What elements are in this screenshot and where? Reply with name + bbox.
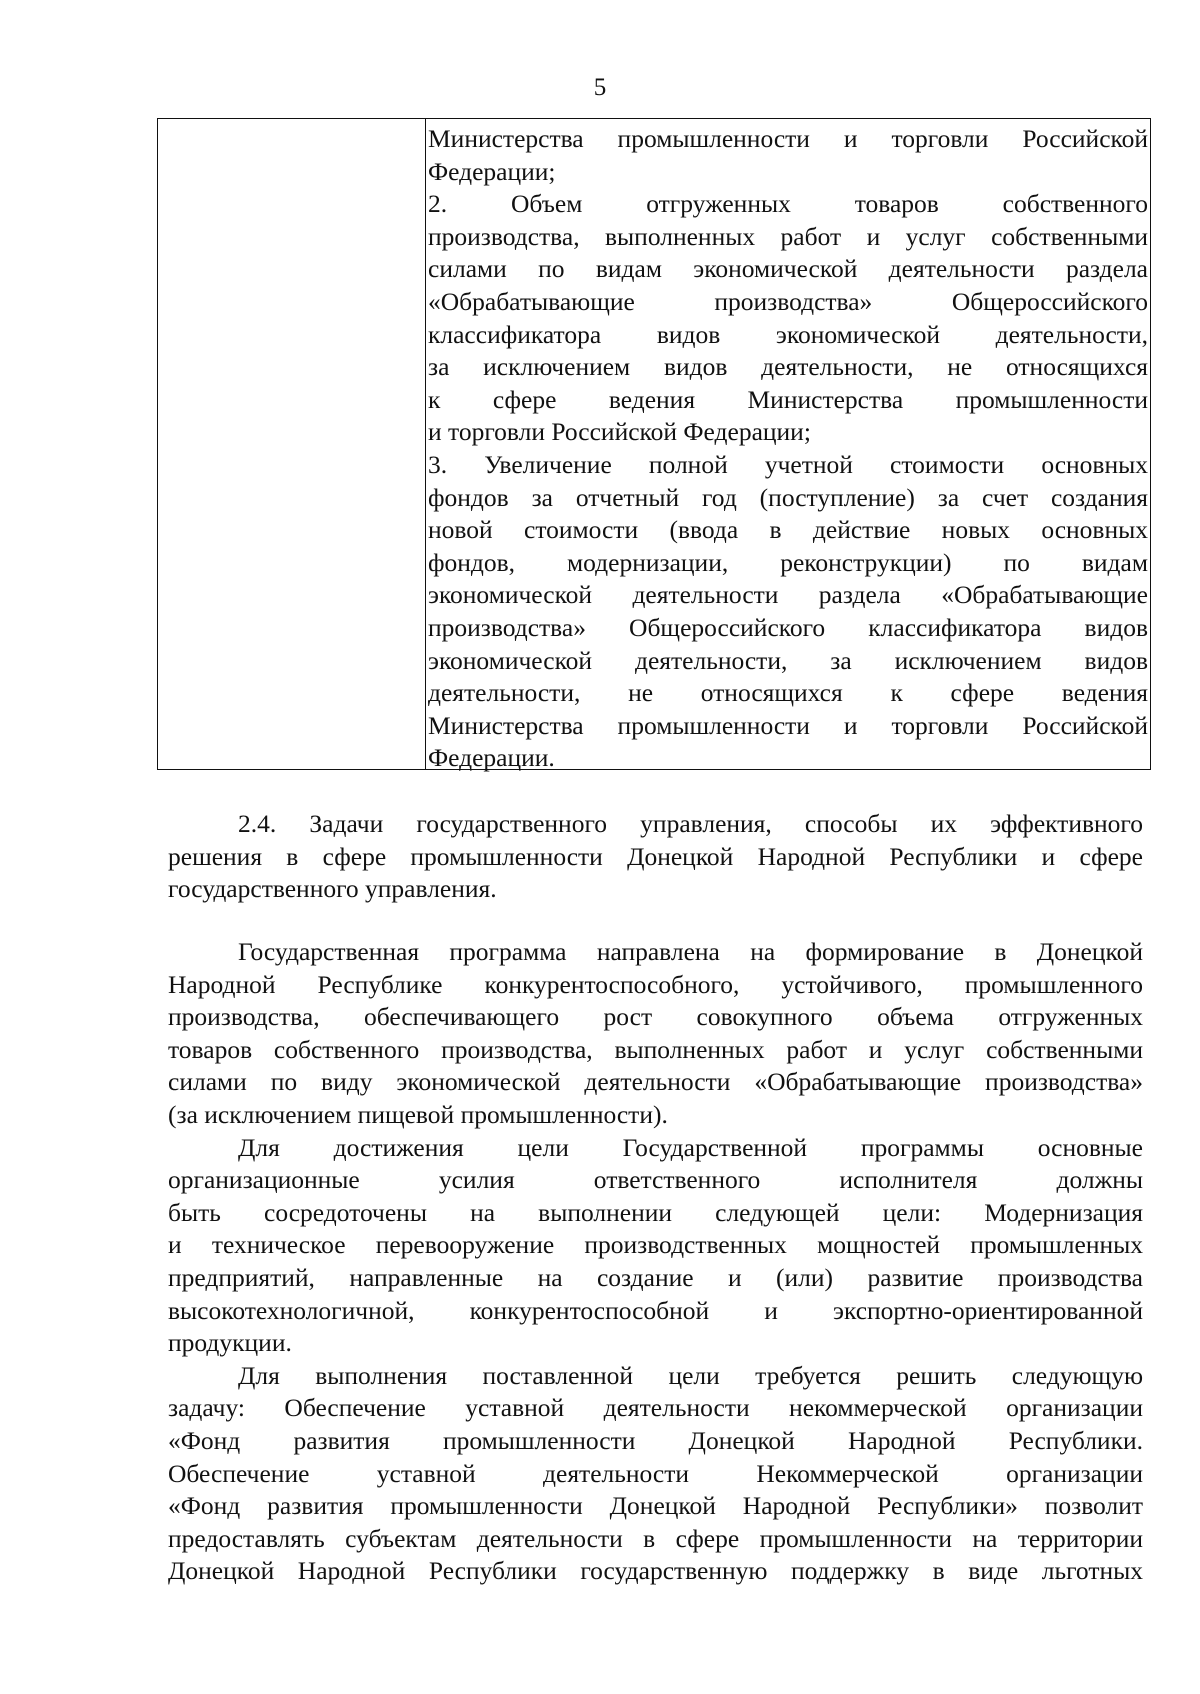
paragraph-line: быть сосредоточены на выполнении следующей цели: Модернизация bbox=[168, 1197, 1143, 1227]
table-text-line: деятельности, не относящихся к сфере ведения bbox=[428, 678, 1148, 708]
paragraph-line: Народной Республике конкурентоспособного, устойчивого, промышленного bbox=[168, 969, 1143, 999]
heading-line: 2.4. Задачи государственного управления, способы их эффективного bbox=[238, 809, 1143, 838]
table-text-line: за исключением видов деятельности, не относящихся bbox=[428, 352, 1148, 382]
table-text-line: экономической деятельности раздела «Обрабатывающие bbox=[428, 580, 1148, 610]
table-text-line: к сфере ведения Министерства промышленности bbox=[428, 384, 1148, 414]
paragraph-line: (за исключением пищевой промышленности). bbox=[168, 1099, 668, 1129]
paragraph-line: Для достижения цели Государственной программы основные bbox=[238, 1132, 1143, 1162]
heading-line: государственного управления. bbox=[168, 874, 497, 904]
paragraph-line: «Фонд развития промышленности Донецкой Народной Республики. bbox=[168, 1425, 1143, 1455]
paragraph-line: силами по виду экономической деятельности «Обрабатывающие производства» bbox=[168, 1067, 1143, 1097]
table-text-line: Министерства промышленности и торговли Российской bbox=[428, 710, 1148, 740]
paragraph-line: высокотехнологичной, конкурентоспособной и экспортно-ориентированной bbox=[168, 1295, 1143, 1325]
heading-line: решения в сфере промышленности Донецкой Народной Республики и сфере bbox=[168, 841, 1143, 871]
paragraph-line: Донецкой Народной Республики государственную поддержку в виде льготных bbox=[168, 1556, 1143, 1586]
table-text-line: классификатора видов экономической деятельности, bbox=[428, 319, 1148, 349]
table-text-line: «Обрабатывающие производства» Общероссийского bbox=[428, 286, 1148, 316]
paragraph-line: организационные усилия ответственного исполнителя должны bbox=[168, 1165, 1143, 1195]
body-paragraphs bbox=[168, 936, 1143, 1588]
table-text-line: 2. Объем отгруженных товаров собственного bbox=[428, 189, 1148, 219]
paragraph-line: предприятий, направленные на создание и (или) развитие производства bbox=[168, 1262, 1143, 1292]
table-text-line: Министерства промышленности и торговли Российской bbox=[428, 124, 1148, 153]
table-text-line: фондов за отчетный год (поступление) за счет создания bbox=[428, 482, 1148, 512]
table-text-line: фондов, модернизации, реконструкции) по видам bbox=[428, 547, 1148, 577]
paragraph-line: задачу: Обеспечение уставной деятельности некоммерческой организации bbox=[168, 1393, 1143, 1423]
paragraph-line: предоставлять субъектам деятельности в сфере промышленности на территории bbox=[168, 1523, 1143, 1553]
paragraph-line: Обеспечение уставной деятельности Некоммерческой организации bbox=[168, 1458, 1143, 1488]
paragraph-line: Для выполнения поставленной цели требуется решить следующую bbox=[238, 1360, 1143, 1390]
table-text-line: 3. Увеличение полной учетной стоимости основных bbox=[428, 449, 1148, 479]
paragraph-line: Государственная программа направлена на формирование в Донецкой bbox=[238, 937, 1143, 966]
table-text-line: новой стоимости (ввода в действие новых основных bbox=[428, 515, 1148, 545]
table-text-line: Федерации. bbox=[428, 743, 555, 773]
table-text-line: производства, выполненных работ и услуг собственными bbox=[428, 221, 1148, 251]
table-text-line: и торговли Российской Федерации; bbox=[428, 417, 811, 447]
table-text-line: силами по видам экономической деятельности раздела bbox=[428, 254, 1148, 284]
table-text-line: экономической деятельности, за исключением видов bbox=[428, 645, 1148, 675]
paragraph-line: «Фонд развития промышленности Донецкой Народной Республики» позволит bbox=[168, 1491, 1143, 1521]
table-text-line: производства» Общероссийского классификатора видов bbox=[428, 612, 1148, 642]
paragraph-line: и техническое перевооружение производственных мощностей промышленных bbox=[168, 1230, 1143, 1260]
paragraph-line: товаров собственного производства, выполненных работ и услуг собственными bbox=[168, 1034, 1143, 1064]
section-heading bbox=[168, 808, 1143, 906]
indicators-table bbox=[157, 118, 1151, 773]
paragraph-line: производства, обеспечивающего рост совокупного объема отгруженных bbox=[168, 1002, 1143, 1032]
paragraph-line: продукции. bbox=[168, 1328, 292, 1358]
table-text-line: Федерации; bbox=[428, 156, 556, 186]
table-left-cell bbox=[158, 119, 426, 769]
table-right-cell bbox=[428, 119, 1148, 775]
page-number: 5 bbox=[593, 74, 607, 101]
